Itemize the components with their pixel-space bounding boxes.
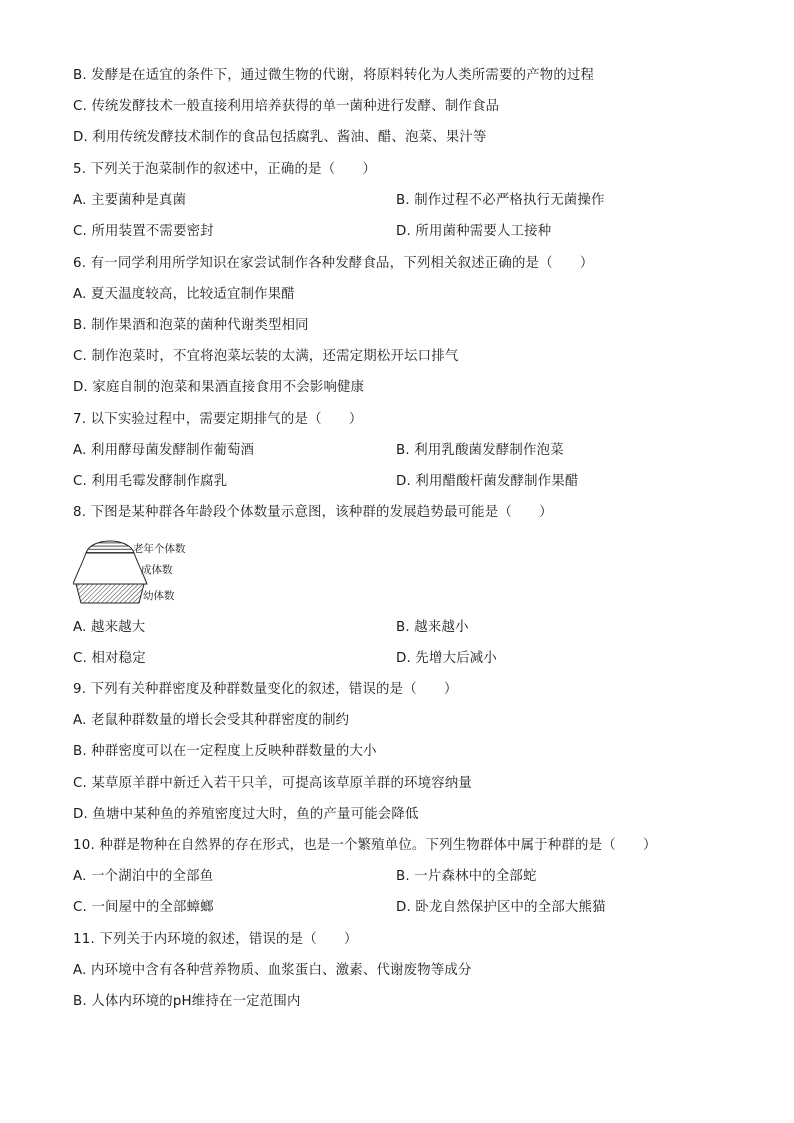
option-4c: C. 传统发酵技术一般直接利用培养获得的单一菌种进行发酵、制作食品: [73, 99, 500, 114]
question-6: 6. 有一同学利用所学知识在家尝试制作各种发酵食品，下列相关叙述正确的是（ ）: [73, 256, 594, 271]
age-structure-diagram: [73, 536, 213, 608]
label-young: 幼体数: [143, 590, 175, 602]
option-4d: D. 利用传统发酵技术制作的食品包括腐乳、酱油、醋、泡菜、果汁等: [73, 130, 487, 145]
label-old: 老年个体数: [133, 543, 186, 555]
question-7: 7. 以下实验过程中，需要定期排气的是（ ）: [73, 412, 363, 427]
question-11: 11. 下列关于内环境的叙述，错误的是（ ）: [73, 932, 358, 947]
option-4b: B. 发酵是在适宜的条件下，通过微生物的代谢，将原料转化为人类所需要的产物的过程: [73, 68, 595, 83]
option-6b: B. 制作果酒和泡菜的菌种代谢类型相同: [73, 318, 309, 333]
option-9c: C. 某草原羊群中新迁入若干只羊，可提高该草原羊群的环境容纳量: [73, 776, 472, 791]
option-9a: A. 老鼠种群数量的增长会受其种群密度的制约: [73, 713, 350, 728]
option-8c: C. 相对稳定: [73, 651, 146, 666]
option-7d: D. 利用醋酸杆菌发酵制作果醋: [396, 474, 579, 489]
option-6d: D. 家庭自制的泡菜和果酒直接食用不会影响健康: [73, 380, 365, 395]
question-9: 9. 下列有关种群密度及种群数量变化的叙述，错误的是（ ）: [73, 682, 458, 697]
option-6c: C. 制作泡菜时，不宜将泡菜坛装的太满，还需定期松开坛口排气: [73, 349, 459, 364]
option-7a: A. 利用酵母菌发酵制作葡萄酒: [73, 443, 255, 458]
question-8: 8. 下图是某种群各年龄段个体数量示意图，该种群的发展趋势最可能是（ ）: [73, 505, 553, 520]
option-5b: B. 制作过程不必严格执行无菌操作: [396, 193, 605, 208]
option-7b: B. 利用乳酸菌发酵制作泡菜: [396, 443, 564, 458]
adult-section: [73, 553, 147, 584]
label-adult: 成体数: [141, 564, 173, 576]
option-5d: D. 所用菌种需要人工接种: [396, 224, 552, 239]
option-7c: C. 利用毛霉发酵制作腐乳: [73, 474, 228, 489]
young-section: [76, 584, 144, 603]
option-5c: C. 所用装置不需要密封: [73, 224, 214, 239]
elderly-section: [86, 541, 134, 553]
option-8d: D. 先增大后减小: [396, 651, 497, 666]
option-11b: B. 人体内环境的pH维持在一定范围内: [73, 994, 301, 1009]
option-11a: A. 内环境中含有各种营养物质、血浆蛋白、激素、代谢废物等成分: [73, 963, 472, 978]
option-10d: D. 卧龙自然保护区中的全部大熊猫: [396, 900, 606, 915]
option-10b: B. 一片森林中的全部蛇: [396, 869, 537, 884]
option-8b: B. 越来越小: [396, 620, 469, 635]
option-5a: A. 主要菌种是真菌: [73, 193, 187, 208]
question-5: 5. 下列关于泡菜制作的叙述中，正确的是（ ）: [73, 162, 377, 177]
option-10a: A. 一个湖泊中的全部鱼: [73, 869, 214, 884]
option-10c: C. 一间屋中的全部蟑螂: [73, 900, 214, 915]
option-8a: A. 越来越大: [73, 620, 146, 635]
option-9d: D. 鱼塘中某种鱼的养殖密度过大时，鱼的产量可能会降低: [73, 807, 419, 822]
option-9b: B. 种群密度可以在一定程度上反映种群数量的大小: [73, 744, 377, 759]
question-10: 10. 种群是物种在自然界的存在形式，也是一个繁殖单位。下列生物群体中属于种群的是（ ）: [73, 838, 657, 853]
option-6a: A. 夏天温度较高，比较适宜制作果醋: [73, 287, 295, 302]
